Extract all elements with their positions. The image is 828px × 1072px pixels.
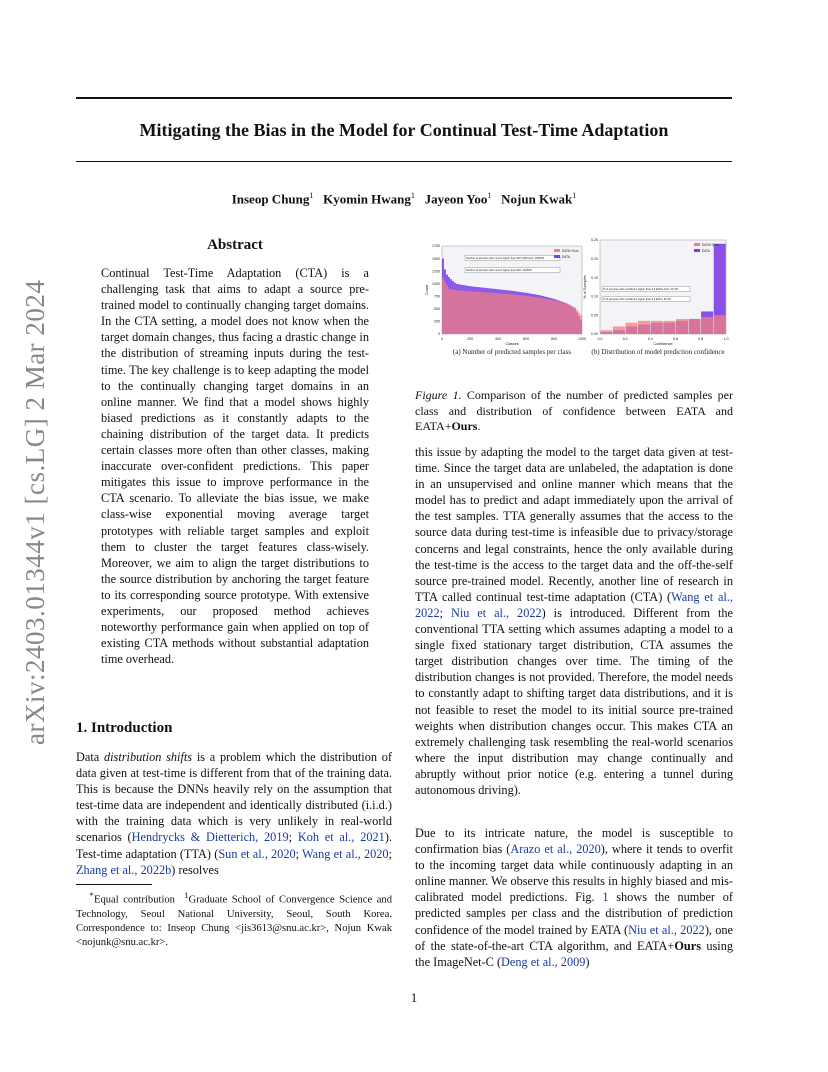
subcaption-b: (b) Distribution of model prediction confidence	[591, 348, 725, 356]
bar	[474, 292, 476, 334]
emphasis: Ours	[451, 419, 478, 433]
bar	[502, 294, 504, 334]
footnote-rule	[76, 884, 152, 885]
bar	[578, 313, 580, 334]
footnote-mark: 1	[184, 890, 189, 900]
citation-link[interactable]: Niu et al., 2022	[450, 605, 542, 620]
citation-link[interactable]: Wang et al., 2022	[415, 589, 733, 620]
bar	[572, 306, 574, 334]
y-tick-label: 0.10	[591, 294, 598, 299]
text-run: using the ImageNet-C (	[415, 938, 733, 969]
bar	[510, 294, 512, 334]
x-tick-label: 800	[551, 337, 557, 341]
bar	[524, 296, 526, 334]
bar	[554, 301, 556, 334]
bar	[486, 292, 488, 334]
bar	[492, 293, 494, 334]
citation-link[interactable]: Deng et al., 2009	[501, 954, 586, 969]
text-run: Comparison of the number of predicted samples per class and distribution of confidence between EATA and EATA+	[415, 388, 733, 433]
legend-label: EATA+Ours	[562, 249, 579, 253]
bar	[536, 297, 538, 334]
bar	[550, 300, 552, 334]
emphasis: distribution shifts	[103, 750, 193, 764]
text-run: ;	[439, 605, 451, 620]
bar	[570, 305, 572, 334]
x-tick-label: 400	[495, 337, 501, 341]
bar	[566, 304, 568, 334]
y-tick-label: 1250	[432, 269, 440, 274]
text-run: ) resolves	[171, 862, 219, 877]
bar	[454, 290, 456, 334]
abstract-text: Continual Test-Time Adaptation (CTA) is a challenging task that aims to adapt a source pre-trained model to continually changing target domains. In the CTA setting, a model does not know when the target domain changes, thus facing a drastic change in the distribution of streaming inputs during the test-time. The key challenge is to keep adapting the model to the continually changing target domains in an online manner. We find that a model shows highly biased predictions as it constantly adapts to the chaining distribution of the target data. It predicts certain classes more often than other classes, making inaccurate over-confident predictions. This paper mitigates this issue to improve performance in the CTA scenario. To alleviate the bias issue, we make class-wise exponential moving average target prototypes with reliable target samples and exploit them to cluster the target features class-wisely. Moreover, we aim to align the target distributions to the source distribution by anchoring the target feature to its corresponding source prototype. With extensive experiments, our proposed method achieves noteworthy performance gain when applied on top of existing CTA methods without substantial adaptation time overhead.	[101, 266, 369, 667]
bar	[472, 291, 474, 334]
x-axis-label: Confidence	[653, 342, 673, 346]
y-tick-label: 1000	[432, 281, 440, 286]
text-run: this issue by adapting the model to the target data given at test-time. Since the target data are unlabeled, the adaptation is done in an unsupervised and online manner which means that the model has to predict and adapt immediately upon the arrival of the test samples. TTA generally assumes that the access to the source data during test-time is infeasible due to privacy/storage concerns and legal constraints, hence the only available during the test-time is the access to the target data and the off-the-self source pre-trained model. Recently, another line of research in TTA called continual test-time adaptation (CTA) (	[415, 445, 733, 604]
x-tick-label: 200	[467, 337, 473, 341]
page-number: 1	[410, 990, 418, 1005]
y-tick-label: 0.25	[591, 238, 598, 243]
arxiv-identifier: arXiv:2403.01344v1 [cs.LG] 2 Mar 2024	[20, 279, 50, 745]
y-tick-label: 1750	[432, 244, 440, 249]
bar	[450, 289, 452, 334]
y-tick-label: 0.15	[591, 275, 598, 280]
x-tick-label: 0	[441, 337, 443, 341]
author-list	[76, 191, 732, 207]
bar	[488, 293, 490, 334]
text-run: Graduate School of Convergence Science and Technology, Seoul National University, Seoul, South Korea. Correspondence to: Inseop Chung <jis3613@snu.ac.kr>, Nojun Kwak <nojunk@snu.ac.kr>.	[76, 894, 393, 948]
x-tick-label: 0.4	[647, 337, 653, 341]
x-axis-label: Classes	[505, 342, 519, 346]
citation-link[interactable]: Wang et al., 2020	[302, 846, 389, 861]
bar	[460, 291, 462, 334]
text-run: ) is introduced. Different from the conventional TTA setting which assumes adapting a model to a single fixed stationary target distribution, CTA assumes the target distribution changes over time. The timing of the distribution changes is not provided. Therefore, the model needs to constantly adapt to shifting target data distributions, and it is not feasible to reset the model to its initial source pre-trained weights when distribution changes occur. This makes CTA an extremely challenging task resembling the real-world scenarios where the input distribution may change continually and abruptly without prior notice (e.g. entering a tunnel during autonomous driving).	[415, 605, 733, 797]
bar	[448, 289, 450, 334]
top-rule	[76, 97, 732, 99]
bar	[478, 292, 480, 334]
citation-link[interactable]: Zhang et al., 2022b	[76, 862, 172, 877]
affiliation-mark: 1	[410, 191, 415, 200]
footnote-mark: *	[89, 890, 94, 900]
bar	[530, 297, 532, 334]
citation-link[interactable]: Arazo et al., 2020	[510, 842, 601, 857]
bar	[562, 303, 564, 334]
bar	[576, 310, 578, 334]
y-tick-label: 0.05	[591, 313, 598, 318]
bar	[470, 291, 472, 334]
bar	[520, 295, 522, 334]
bar	[676, 319, 688, 334]
x-tick-label: 0.0	[597, 337, 603, 341]
bar	[476, 292, 478, 334]
affiliation-mark: 1	[572, 191, 577, 200]
bar	[442, 278, 444, 334]
bar	[538, 298, 540, 334]
y-axis-label: % of Samples	[583, 275, 587, 299]
text-run: ). Test-time adaptation (TTA) (	[76, 830, 392, 861]
y-tick-label: 1500	[432, 256, 440, 261]
citation-link[interactable]: Koh et al., 2021	[297, 830, 385, 845]
figure-caption	[415, 388, 733, 435]
bar	[466, 291, 468, 334]
bar	[518, 295, 520, 334]
bar	[600, 330, 612, 334]
legend-label: EATA+Ours	[702, 243, 719, 247]
y-tick-label: 0	[438, 332, 440, 337]
bar	[514, 295, 516, 334]
affiliation-mark: 1	[487, 191, 492, 200]
bar	[560, 302, 562, 334]
annotation-text: Number of samples with counts higher than 960: 102/563	[466, 269, 532, 272]
text-run: shows the number of predicted samples per class and the distribution of prediction confidence of the model trained by EATA (	[415, 890, 734, 937]
bar	[526, 296, 528, 334]
text-run: ;	[295, 846, 303, 861]
author-name: Inseop Chung	[231, 191, 310, 207]
bar	[456, 290, 458, 334]
bar	[701, 317, 713, 334]
bar	[564, 303, 566, 334]
bar	[548, 299, 550, 334]
x-tick-label: 0.6	[673, 337, 679, 341]
bar	[532, 297, 534, 334]
bar	[522, 295, 524, 334]
bar	[613, 326, 625, 334]
y-tick-label: 750	[434, 294, 440, 299]
text-run: ), one of the state-of-the-art CTA algorithm, and EATA+	[415, 922, 733, 953]
intro-paragraph	[76, 749, 392, 878]
bar	[651, 321, 663, 334]
legend-label: EATA	[702, 249, 710, 253]
legend-swatch	[554, 249, 560, 252]
bar	[626, 323, 638, 334]
text-run: Equal contribution	[93, 894, 175, 906]
bar	[500, 293, 502, 334]
author-name: Jayeon Yoo	[424, 191, 488, 207]
bar	[689, 319, 701, 334]
bar	[580, 315, 582, 334]
bar	[714, 315, 726, 334]
text-run: .	[477, 419, 481, 433]
citation-link[interactable]: Sun et al., 2020	[218, 846, 296, 861]
figure-charts	[418, 238, 734, 360]
x-tick-label: 600	[523, 337, 529, 341]
legend-swatch	[694, 243, 700, 246]
bar	[663, 321, 675, 334]
intro-paragraph	[415, 825, 733, 970]
citation-link[interactable]: Niu et al., 2022	[628, 922, 705, 937]
caption-label: Figure 1.	[415, 388, 462, 402]
y-axis-label: Count	[425, 284, 429, 296]
x-tick-label: 1000	[578, 337, 586, 341]
bar	[464, 291, 466, 334]
bar	[468, 291, 470, 334]
bar	[490, 293, 492, 334]
bar	[494, 293, 496, 334]
figure-ref-link[interactable]: 1	[602, 890, 609, 905]
bar	[444, 282, 446, 334]
legend-swatch	[694, 249, 700, 252]
text-run: ;	[388, 846, 392, 861]
author-name: Nojun Kwak	[501, 191, 573, 207]
bar	[542, 298, 544, 334]
bar	[482, 292, 484, 334]
citation-link[interactable]: Hendrycks & Dietterich, 2019	[131, 830, 289, 845]
bar	[496, 293, 498, 334]
bar	[552, 300, 554, 334]
x-tick-label: 0.8	[698, 337, 704, 341]
text-run: is a problem which the distribution of data given at test-time is different from that of the training data. This is because the DNNs heavily rely on the assumption that test-time data are independent and identically distributed (i.i.d.) with the training data which is very unlikely in real-world scenarios (	[76, 750, 392, 845]
y-tick-label: 500	[434, 307, 440, 312]
title-rule	[76, 161, 732, 162]
bar	[452, 290, 454, 334]
affiliation-mark: 1	[309, 191, 314, 200]
bar	[504, 294, 506, 334]
text-run: )	[585, 954, 590, 969]
bar	[558, 302, 560, 334]
annotation-text: Number of samples with counts higher than 960 (50th=1/k): 299/563	[466, 257, 545, 260]
bar	[516, 295, 518, 334]
bar	[556, 301, 558, 334]
abstract-heading: Abstract	[207, 237, 263, 253]
annotation-text: % of samples with confidence higher than 0.9 EATA: 61.0%	[603, 298, 672, 301]
section-heading: 1. Introduction	[76, 720, 173, 736]
bar	[508, 294, 510, 334]
bar	[528, 296, 530, 334]
paper-title: Mitigating the Bias in the Model for Continual Test-Time Adaptation	[139, 120, 669, 140]
bar	[498, 293, 500, 334]
text-run: Due to its intricate nature, the model is susceptible to confirmation bias (	[415, 826, 733, 857]
chart-confidence-distribution	[600, 240, 726, 334]
bar	[506, 294, 508, 334]
bar	[574, 307, 576, 334]
bar	[462, 291, 464, 334]
text-run: ;	[288, 830, 298, 845]
legend-label: EATA	[562, 255, 570, 259]
bar	[540, 298, 542, 334]
bar	[484, 292, 486, 334]
x-tick-label: 0.2	[622, 337, 628, 341]
bar	[638, 321, 650, 334]
author-name: Kyomin Hwang	[323, 191, 411, 207]
intro-paragraph	[415, 444, 733, 798]
y-tick-label: 0.00	[591, 332, 598, 337]
y-tick-label: 0.20	[591, 257, 598, 261]
bar	[512, 294, 514, 334]
bar	[568, 304, 570, 334]
bar	[480, 292, 482, 334]
annotation-text: % of samples with confidence higher than 0.9 EATA+Ours: 36.4%	[603, 288, 679, 291]
footnote	[76, 888, 392, 950]
bar	[446, 285, 448, 334]
text-run: Data	[76, 750, 104, 764]
bar	[544, 299, 546, 334]
legend-swatch	[554, 255, 560, 258]
x-tick-label: 1.0	[723, 337, 729, 341]
subcaption-a: (a) Number of predicted samples per class	[452, 348, 572, 356]
y-tick-label: 250	[434, 319, 440, 324]
emphasis: Ours	[674, 938, 701, 953]
figure-1	[418, 238, 734, 360]
bar	[458, 290, 460, 334]
bar	[534, 297, 536, 334]
bar	[546, 299, 548, 334]
text-run: ), where it tends to overfit to the incoming target data while continuously adapting in an online manner. We observe this results in highly biased and mis-calibrated model predictions. Fig.	[415, 842, 733, 905]
